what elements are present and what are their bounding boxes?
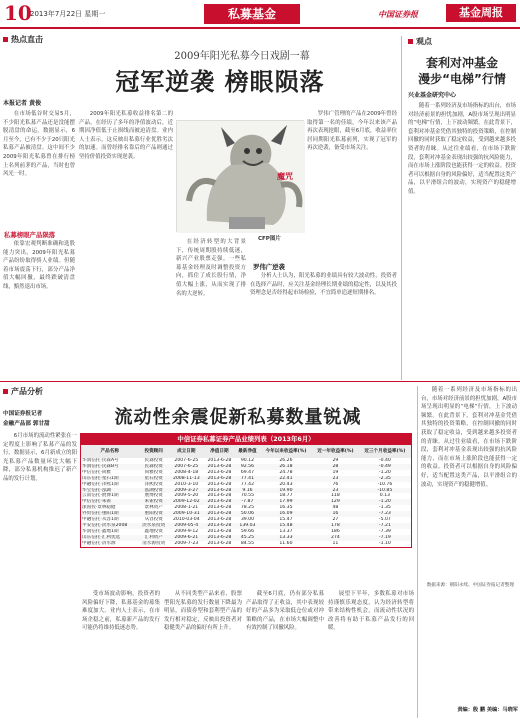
table-cell: 26.26 xyxy=(279,458,293,463)
story-illustration xyxy=(176,120,304,232)
story-kicker: 2009年阳光私募今日戏剧一幕 xyxy=(174,51,310,62)
table-cell: 2013-6-28 xyxy=(204,523,235,529)
table-cell: 24.78 xyxy=(279,469,293,475)
opinion-headline-1: 套利对冲基金 xyxy=(425,56,498,70)
page-number: 10 xyxy=(4,1,32,25)
table-cell: 中融信托·从容1期 xyxy=(82,517,119,523)
table-cell: 深国投·景林稳健 xyxy=(82,505,116,511)
image-caption: CFP图片 xyxy=(258,236,281,242)
column-divider xyxy=(401,36,402,380)
product-column-6: 随着一系列经济及市场指标的出台，市场对经济前景的担忧加剧，A股市场呈现出明显的“电梯”行情，上下波动频繁。在此背景下，套利对冲基金凭借其独特的投资策略，在控制回撤的同时获取了稳定收益，受到越来越多投资者的青睐。从过往业绩看，在市场下跌阶段，套利对冲基金表现出较强的抗风险能力，而在市场上涨阶段也能获得一定的收益。投资者可以根据自身的风险偏好，适当配置这类产品，以平滑组合的波动，实现资产的稳健增值。 xyxy=(421,387,517,488)
table-cell: 9.16 xyxy=(235,488,260,494)
opinion-byline: 兴业基金研究中心 xyxy=(408,92,457,99)
story-byline: 本报记者 黄俊 xyxy=(3,100,42,107)
table-cell: 16.35 xyxy=(279,505,293,511)
table-cell: 17.99 xyxy=(260,499,312,505)
column-divider-2 xyxy=(417,386,418,718)
issue-date: 2013年7月22日 星期一 xyxy=(30,10,106,18)
table-cell: 2013-6-28 xyxy=(204,511,235,517)
table-cell: 淡水泉投资 xyxy=(139,523,169,529)
product-byline-2: 金融产品部 郭甘甜 xyxy=(3,421,50,427)
table-cell: 78.25 xyxy=(240,505,255,511)
table-cell: 2007-6-25 xyxy=(174,458,199,463)
table-cell: 77.41 xyxy=(235,476,260,482)
header-rule xyxy=(0,27,520,29)
table-cell: 77.42 xyxy=(240,481,255,487)
table-cell: 华润信托·鑫地1期 xyxy=(82,528,119,534)
table-cell: 2009-10-31 xyxy=(169,511,204,517)
table-cell: 平安信托·淡水泉2008 xyxy=(81,523,139,529)
table-cell: 48 xyxy=(332,505,339,511)
table-cell: 59.66 xyxy=(240,528,255,534)
table-header-cell: 成立日期 xyxy=(169,445,204,458)
table-cell: -2.35 xyxy=(359,476,411,482)
table-cell: -7.87 xyxy=(235,499,260,505)
table-cell: 2009-12-02 xyxy=(169,499,204,505)
table-cell: 16 xyxy=(312,511,359,517)
table-body xyxy=(81,458,411,547)
product-column-4: 截至6月底，仍有部分私募产品取得了正收益，其中表现较好的产品多为采取低仓位或对冲策略的产品，在市场大幅调整中有效控制了回撤风险。 xyxy=(246,591,324,632)
table-cell: 山东信托·汇利优选 xyxy=(81,535,139,541)
opinion-headline-2: 漫步“电梯”行情 xyxy=(418,72,506,86)
table-cell: 13.33 xyxy=(260,535,312,541)
paper-name: 中国证券报 xyxy=(378,9,418,19)
table-cell: 民森投资 xyxy=(139,464,169,470)
table-grid xyxy=(81,445,411,547)
table-cell: 华宝信托·泓湖 xyxy=(81,488,139,494)
product-byline-1: 中国证券报记者 xyxy=(3,411,43,417)
table-cell: 中信信托·朱雀 xyxy=(81,499,139,505)
table-cell: 2010-3-10 xyxy=(174,481,199,487)
table-cell: 39.00 xyxy=(240,517,255,523)
table-cell: 重阳投资 xyxy=(139,511,169,517)
table-cell: 70.55 xyxy=(240,493,255,499)
page-header xyxy=(0,0,520,28)
story-headline: 冠军逆袭 榜眼陨落 xyxy=(115,67,325,96)
table-cell: 27 xyxy=(332,517,339,523)
table-cell: 69.47 xyxy=(240,469,255,475)
table-cell: 星石投资 xyxy=(139,476,169,482)
table-cell: 云南信托·展博1期 xyxy=(82,493,119,499)
story-column-6: 分析人士认为，阳光私募的业绩具有较大波动性，投资者在选择产品时，应关注基金经理长期业绩的稳定性，以及其投资理念是否经得起市场检验，不宜简单追逐短期排名。 xyxy=(250,273,397,297)
table-cell: 23 xyxy=(312,488,359,494)
table-cell: 2013-6-28 xyxy=(204,499,235,505)
table-cell: 从容投资 xyxy=(144,517,163,523)
table-row xyxy=(81,541,411,547)
table-cell: -1.20 xyxy=(359,499,411,505)
table-cell: 186 xyxy=(330,528,340,534)
story-column-1: 在市场低谷时交易5月，不少阳光私募产品还是没能摆脱清盘的命运。数据显示，6月至今，已有不少于20只阳光私募产品被清盘。这中间不少2009年阳光私募曾在排行榜上名列前茅的产品，当时也曾风光一时。 xyxy=(3,111,75,178)
table-cell: 2010-03-04 xyxy=(172,517,200,523)
product-headline: 流动性余震促新私募数量锐减 xyxy=(114,407,362,428)
table-cell: 朱雀投资 xyxy=(139,499,169,505)
story-subhead-2: 罗伟广逆袭 xyxy=(253,263,285,271)
table-cell: 84.55 xyxy=(240,540,255,546)
table-cell: 2009-5-20 xyxy=(174,493,199,499)
table-cell: 11.60 xyxy=(279,540,293,546)
table-cell: 中融信托·清水源 xyxy=(82,540,116,546)
fantasy-monster-image xyxy=(177,121,305,233)
table-cell: 2013-6-28 xyxy=(204,464,235,470)
table-cell: 129 xyxy=(312,499,359,505)
table-cell: 19 xyxy=(332,469,339,475)
table-cell: -7.21 xyxy=(359,523,411,529)
table-cell: 90.12 xyxy=(240,458,255,463)
table-cell: 2013-6-28 xyxy=(207,469,232,475)
table-cell: 16.09 xyxy=(260,511,312,517)
supplement-badge: 基金周报 xyxy=(446,4,516,22)
product-column-2: 受市场波动影响，投资者的风险偏好下降，私募基金的募集难度加大。业内人士表示，在市场企稳之前，私募新产品的发行可能仍将维持低迷态势。 xyxy=(82,591,160,632)
editor-credits: 责编：殷 鹏 美编：马晓军 xyxy=(457,707,518,713)
table-cell: 28 xyxy=(312,464,359,470)
table-cell: 18.77 xyxy=(279,493,293,499)
table-cell: 76 xyxy=(332,481,339,487)
table-header-cell: 今年以来收益率(%) xyxy=(260,445,312,458)
table-cell: 13.37 xyxy=(279,528,293,534)
table-cell: 展博投资 xyxy=(144,493,163,499)
table-cell: 泽熙投资 xyxy=(144,481,163,487)
table-cell: 139.03 xyxy=(235,523,260,529)
table-cell: 2007-6-25 xyxy=(169,464,204,470)
table-cell: 2008-1-21 xyxy=(174,505,199,511)
table-cell: 2013-6-28 xyxy=(207,493,232,499)
table-cell: 2013-6-28 xyxy=(207,528,232,534)
section-banner: 私募基金 xyxy=(204,4,300,24)
table-cell: 2013-6-28 xyxy=(207,505,232,511)
opinion-body: 随着一系列经济及市场指标的出台，市场对经济前景的担忧加剧，A股市场呈现出明显的“电梯”行情，上下波动频繁。在此背景下，套利对冲基金凭借其独特的投资策略，在控制回撤的同时获取了稳定收益，受到越来越多投资者的青睐。从过往业绩看，在市场下跌阶段，套利对冲基金表现出较强的抗风险能力，而在市场上涨阶段也能获得一定的收益。投资者可以根据自身的风险偏好，适当配置这类产品，以平滑组合的波动，实现资产的稳健增值。 xyxy=(408,103,516,195)
product-column-1: 6月市场的流动性紧张在一定程度上影响了私募产品的发行，数据显示，6月新成立的阳光私募产品数量环比大幅下降，部分私募机构推迟了新产品的发行计划。 xyxy=(3,433,77,482)
story-column-2: 依靠宏观判断准确和选股能力突出，2009年阳光私募产品纷纷取得骄人业绩。但随着市场震荡下行，部分产品净值大幅回撤，最终跌破清盘线，黯然退出市场。 xyxy=(3,241,75,290)
table-cell: 尚雅投资 xyxy=(144,469,163,475)
table-cell: -7.19 xyxy=(359,535,411,541)
story-column-4: 在经济转型的大背景下，传统周期股持续低迷，新兴产业股票走强。一些私募基金经理及时调整投资方向，抓住了成长股行情，净值大幅上涨，从而实现了排名的大逆转。 xyxy=(176,239,246,297)
table-header-cell: 近一年收益率(%) xyxy=(312,445,359,458)
table-cell: 2013-6-28 xyxy=(207,517,232,523)
table-header-row xyxy=(81,445,411,458)
section-label-opinion: 观点 xyxy=(408,36,432,47)
svg-text:魔咒: 魔咒 xyxy=(277,172,293,181)
table-cell: 华润信托·民森A号 xyxy=(82,458,119,463)
table-cell: 清水源投资 xyxy=(142,540,166,546)
table-cell: 50.06 xyxy=(235,511,260,517)
table-cell: 26.18 xyxy=(260,464,312,470)
table-header-cell: 产品名称 xyxy=(81,445,139,458)
table-cell: 15.47 xyxy=(279,517,293,523)
story-subhead-1: 私募榜眼产品陨落 xyxy=(4,231,56,239)
table-cell: -0.40 xyxy=(378,458,391,463)
table-cell: 2008-4-18 xyxy=(174,469,199,475)
table-cell: 11 xyxy=(332,540,339,546)
table-cell: 45.25 xyxy=(235,535,260,541)
table-cell: 华润信托·民森B号 xyxy=(81,464,139,470)
table-cell: 2013-6-28 xyxy=(204,488,235,494)
section-divider xyxy=(0,381,520,382)
table-cell: 鑫地投资 xyxy=(144,528,163,534)
table-cell: 2009-9-12 xyxy=(174,528,199,534)
table-cell: 15.48 xyxy=(260,523,312,529)
table-cell: 2009-05-4 xyxy=(169,523,204,529)
table-cell: 外贸信托·重阳1期 xyxy=(81,511,139,517)
table-cell: -7.23 xyxy=(359,511,411,517)
table-header-cell: 最新净值 xyxy=(235,445,260,458)
table-cell: 汇利资产 xyxy=(139,535,169,541)
table-header-cell: 投资顾问 xyxy=(139,445,169,458)
table-cell: -0.49 xyxy=(359,464,411,470)
table-cell: 0.13 xyxy=(379,493,390,499)
table-cell: 山东信托·星石1期 xyxy=(81,476,139,482)
table-cell: 中信信托·尚雅 xyxy=(82,469,112,475)
product-column-5: 展望下半年，多数私募对市场持谨慎乐观态度，认为经济转型将带来结构性机会，而流动性状况的改善将有助于私募产品发行的回暖。 xyxy=(328,591,414,632)
table-cell: 民森投资 xyxy=(144,458,163,463)
section-label-product: 产品分析 xyxy=(3,386,43,397)
table-cell: 22.41 xyxy=(260,476,312,482)
table-cell: 2009-6-21 xyxy=(169,535,204,541)
story-column-3: 2009年阳光私募收益排名第二的产品，在经历了多年的净值波动后，近期因净值低于止损线而被迫清盘。业内人士表示，这反映出私募行业优胜劣汰的加速。而曾经排名靠后的产品则通过坚持价值投资实现逆袭。 xyxy=(79,111,173,160)
table-cell: 2009-3-27 xyxy=(169,488,204,494)
table-cell: -5.07 xyxy=(378,517,391,523)
table-cell: 2013-6-28 xyxy=(204,476,235,482)
table-cell: 2008-11-13 xyxy=(169,476,204,482)
table-cell: 19.90 xyxy=(260,488,312,494)
table-cell: -1.10 xyxy=(378,540,391,546)
table-cell: 23 xyxy=(312,476,359,482)
table-cell: 2013-6-28 xyxy=(207,481,232,487)
table-cell: -10.76 xyxy=(377,481,393,487)
table-cell: -1.20 xyxy=(378,469,391,475)
table-cell: 20.43 xyxy=(279,481,293,487)
table-cell: 274 xyxy=(312,535,359,541)
table-cell: 92.56 xyxy=(235,464,260,470)
table-source: 数据来源：朝阳永续、中国证券报记者整理 xyxy=(426,583,514,588)
table-cell: -1.35 xyxy=(378,505,391,511)
table-cell: 2013-6-28 xyxy=(207,540,232,546)
table-cell: 118 xyxy=(330,493,340,499)
table-cell: 178 xyxy=(312,523,359,529)
table-cell: 29 xyxy=(332,458,339,463)
table-title: 中信证券私募证券产品业绩列表（2013年6月） xyxy=(81,434,411,445)
table-cell: 2013-6-28 xyxy=(204,535,235,541)
table-cell: -10.85 xyxy=(359,488,411,494)
table-cell: 景林资产 xyxy=(144,505,163,511)
table-cell: 2013-6-28 xyxy=(207,458,232,463)
performance-table xyxy=(80,433,412,548)
table-cell: -7.39 xyxy=(378,528,391,534)
table-cell: 泓湖投资 xyxy=(139,488,169,494)
product-column-3: 从不同类型产品来看，股票型阳光私募的发行数量下降最为明显，而债券型和套利型产品的发行相对稳定，反映出投资者对稳健类产品的偏好有所上升。 xyxy=(164,591,242,632)
table-header-cell: 净值日期 xyxy=(204,445,235,458)
table-cell: 中融信托·泽熙1期 xyxy=(82,481,119,487)
table-header-cell: 近三个月收益率(%) xyxy=(359,445,411,458)
section-label-hot: 热点直击 xyxy=(3,34,43,45)
story-column-5-top: 罗伟广管理的产品在2009年曾经取得第一名的佳绩，今年以来该产品再次表现抢眼，截至6月底，收益率位居同期阳光私募前列，实现了冠军的再次逆袭，备受市场关注。 xyxy=(307,111,397,152)
table-cell: 2009-7-23 xyxy=(174,540,199,546)
